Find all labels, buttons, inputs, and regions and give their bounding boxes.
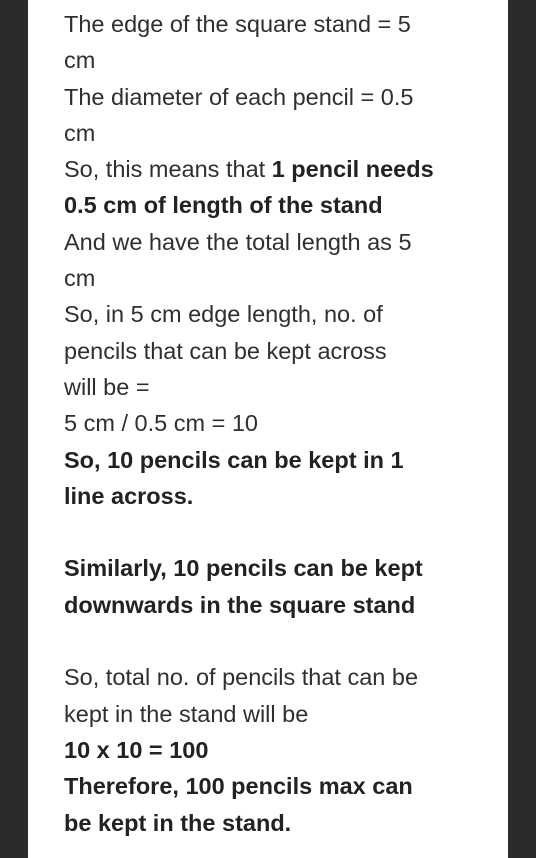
bold-text: So, 10 pencils can be kept in 1 xyxy=(64,446,404,473)
document-page xyxy=(28,0,508,858)
blank-line xyxy=(64,514,504,550)
text-line xyxy=(64,550,504,586)
text-line xyxy=(64,187,504,223)
bold-text: be kept in the stand. xyxy=(64,809,292,836)
text-line: cm xyxy=(64,119,96,146)
text-line xyxy=(64,587,504,623)
bold-text: line across. xyxy=(64,482,194,509)
bold-text: downwards in the square stand xyxy=(64,591,416,618)
text-line: So, this means that 1 pencil needs xyxy=(64,156,434,183)
text-line: 5 cm / 0.5 cm = 10 xyxy=(64,410,258,437)
bold-text: Similarly, 10 pencils can be kept xyxy=(64,555,423,582)
bold-text: Therefore, 100 pencils max can xyxy=(64,773,413,800)
text-line xyxy=(64,442,504,478)
text-line: The diameter of each pencil = 0.5 xyxy=(64,83,414,110)
answer-text xyxy=(64,6,504,841)
text-line: kept in the stand will be xyxy=(64,700,309,727)
text-line xyxy=(64,732,504,768)
blank-line xyxy=(64,623,504,659)
text-line: will be = xyxy=(64,373,150,400)
text-line: cm xyxy=(64,265,96,292)
text-line: And we have the total length as 5 xyxy=(64,228,412,255)
text-line: So, total no. of pencils that can be xyxy=(64,664,419,691)
text-line xyxy=(64,805,504,841)
bold-text: 1 pencil needs xyxy=(271,156,434,183)
text-line xyxy=(64,478,504,514)
text-line: The edge of the square stand = 5 xyxy=(64,11,411,37)
text-line: So, in 5 cm edge length, no. of xyxy=(64,301,383,328)
bold-text: 0.5 cm of length of the stand xyxy=(64,192,383,219)
text-line xyxy=(64,768,504,804)
text-line: pencils that can be kept across xyxy=(64,337,387,364)
text-line: cm xyxy=(64,47,96,74)
bold-text: 10 x 10 = 100 xyxy=(64,736,209,763)
